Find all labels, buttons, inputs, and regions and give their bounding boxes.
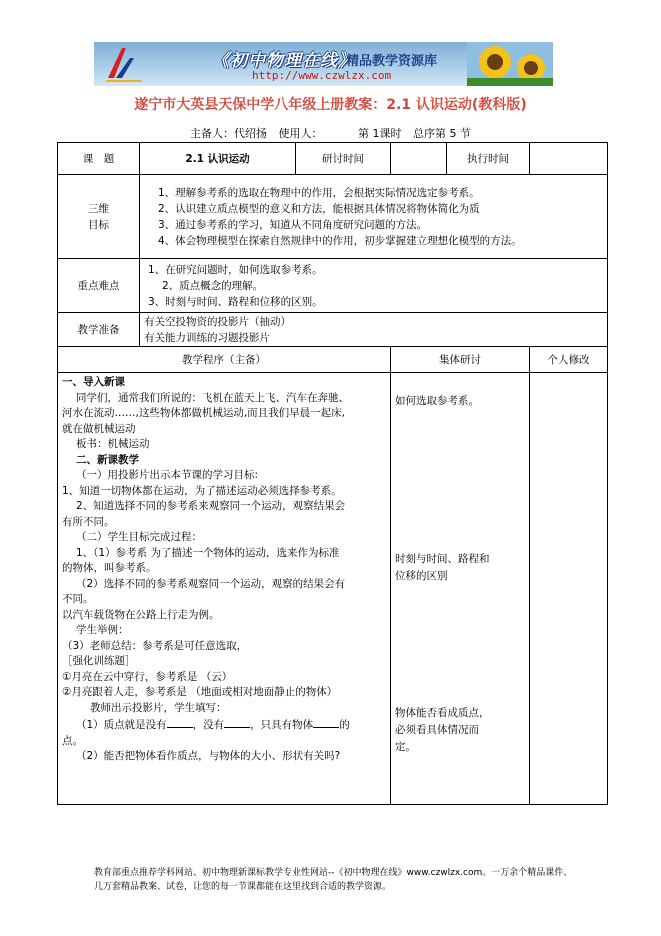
preparation-label: 教学准备 <box>58 313 140 347</box>
group-note: 如何选取参考系。 <box>395 395 479 407</box>
goal-item: 3、通过参考系的学习，知道从不同角度研究问题的方法。 <box>158 218 428 231</box>
research-time-value <box>391 143 447 175</box>
procedure-content <box>58 373 391 805</box>
period: 第 1课时 <box>358 127 402 140</box>
procedure-line: 同学们，通常我们所说的：飞机在蓝天上飞、汽车在奔驰、 <box>76 391 349 404</box>
procedure-line: （2）能否把物体看作质点，与物体的大小、形状有关吗? <box>76 750 341 762</box>
goal-item: 4、体会物理模型在探索自然规律中的作用，初步掌握建立理想化模型的方法。 <box>158 234 522 247</box>
procedure-row <box>58 373 608 805</box>
document-title: 遂宁市大英县天保中学八年级上册教案：2.1 认识运动(教科版) <box>134 97 527 113</box>
procedure-line: 1、知道一切物体都在运动，为了描述运动必须选择参考系。 <box>62 484 342 497</box>
difficulties-row <box>58 259 608 313</box>
preparer: 主备人：代绍扬 <box>190 127 267 140</box>
group-note: 时刻与时间、路程和位移的区别 <box>395 553 490 582</box>
topic-label: 课 题 <box>58 143 140 175</box>
procedure-line: 二、新课教学 <box>76 453 139 466</box>
goal-item: 1、理解参考系的选取在物理中的作用，会根据实际情况选定参考系。 <box>158 186 480 199</box>
difficulties-label: 重点难点 <box>58 259 140 313</box>
header-row <box>58 143 608 175</box>
procedure-line: 2、知道选择不同的参考系来观察同一个运动，观察结果会 <box>76 500 346 512</box>
procedure-line: （3）老师总结：参考系是可任意选取， <box>62 639 248 652</box>
site-banner <box>94 42 553 86</box>
procedure-line: 不同。 <box>62 593 94 605</box>
site-logo-icon <box>102 44 146 84</box>
goals-row <box>58 175 608 259</box>
banner-subtitle: 精品教学资源库 <box>346 54 438 69</box>
procedure-line: 点。 <box>62 734 83 747</box>
procedure-line: ［强化训练题］ <box>62 655 136 667</box>
procedure-line: ②月亮跟着人走，参考系是 （地面或相对地面静止的物体） <box>62 686 338 698</box>
preparation-content <box>140 313 608 347</box>
exec-time-value <box>530 143 608 175</box>
meta-line <box>0 125 661 141</box>
procedure-line: 学生举例： <box>76 624 129 636</box>
difficulties-content <box>140 259 608 313</box>
fill-text: 的 <box>339 719 350 731</box>
procedure-line: 的物体，叫参考系。 <box>62 562 157 574</box>
banner-title: 《初中物理在线》 <box>212 51 356 71</box>
procedure-line: （2）选择不同的参考系观察同一个运动，观察的结果会有 <box>76 577 346 590</box>
sunflower-icon <box>467 42 553 86</box>
procedure-line: 板书：机械运动 <box>76 438 150 450</box>
sequence: 总序第 5 节 <box>413 127 471 140</box>
answer-blank[interactable] <box>313 716 339 728</box>
columns-header-row <box>58 347 608 373</box>
user-field: 使用人： <box>278 127 323 140</box>
procedure-line: 以汽车载货物在公路上行走为例。 <box>62 608 220 621</box>
group-notes <box>391 373 530 805</box>
footer-note: 教育部重点推荐学科网站、初中物理新课标教学专业性网站--《初中物理在线》www.czwlzx.com。一万余个精品课件、几万套精品教案、试卷，让您的每一节课都能在这里找到合适的教学资源。 <box>94 868 573 892</box>
fill-in-line <box>62 716 386 734</box>
procedure-line: 教师出示投影片，学生填写： <box>90 701 227 714</box>
research-time-label: 研讨时间 <box>296 143 391 175</box>
goals-content <box>140 175 608 259</box>
difficulty-item: 1、在研究问题时，如何选取参考系。 <box>148 263 323 276</box>
fill-text: ，没有 <box>192 719 225 731</box>
answer-blank[interactable] <box>167 716 193 728</box>
difficulty-item: 2、质点概念的理解。 <box>162 279 264 292</box>
personal-column-header: 个人修改 <box>530 347 608 373</box>
procedure-line: 一、导入新课 <box>62 376 125 388</box>
exec-time-label: 执行时间 <box>447 143 530 175</box>
answer-blank[interactable] <box>224 716 250 728</box>
lesson-plan-table <box>57 142 608 805</box>
procedure-line: （一）用投影片出示本节课的学习目标: <box>76 469 259 481</box>
goals-label-line1: 三维 <box>88 202 109 215</box>
procedure-line: 有所不同。 <box>62 515 115 528</box>
difficulty-item: 3、时刻与时间、路程和位移的区别。 <box>148 295 323 308</box>
procedure-line: ①月亮在云中穿行，参考系是 （云） <box>62 670 233 683</box>
personal-notes <box>530 373 608 805</box>
group-column-header: 集体研讨 <box>391 347 530 373</box>
banner-url[interactable]: http://www.czwlzx.com <box>252 69 392 82</box>
goal-item: 2、认识建立质点模型的意义和方法，能根据具体情况将物体简化为质 <box>158 202 480 215</box>
group-note: 物体能否看成质点，必须看具体情况而定。 <box>395 707 490 753</box>
preparation-item: 有关空投物资的投影片（抽动） <box>144 315 291 328</box>
preparation-item: 有关能力训练的习题投影片 <box>144 331 270 344</box>
topic-value: 2.1 认识运动 <box>140 143 296 175</box>
fill-text: （1）质点就是没有 <box>76 719 167 731</box>
procedure-line: （二）学生目标完成过程： <box>76 531 202 543</box>
preparation-row <box>58 313 608 347</box>
procedure-line: 就在做机械运动 <box>62 422 136 435</box>
procedure-column-header: 教学程序（主备） <box>58 347 391 373</box>
goals-label-line2: 目标 <box>88 218 109 231</box>
goals-label <box>58 175 140 259</box>
procedure-line: 河水在流动……,这些物体都做机械运动,而且我们早晨一起床, <box>62 407 346 419</box>
fill-text: ，只具有物体 <box>250 719 314 731</box>
procedure-line: 1、（1）参考系 为了描述一个物体的运动，选来作为标准 <box>76 546 340 559</box>
